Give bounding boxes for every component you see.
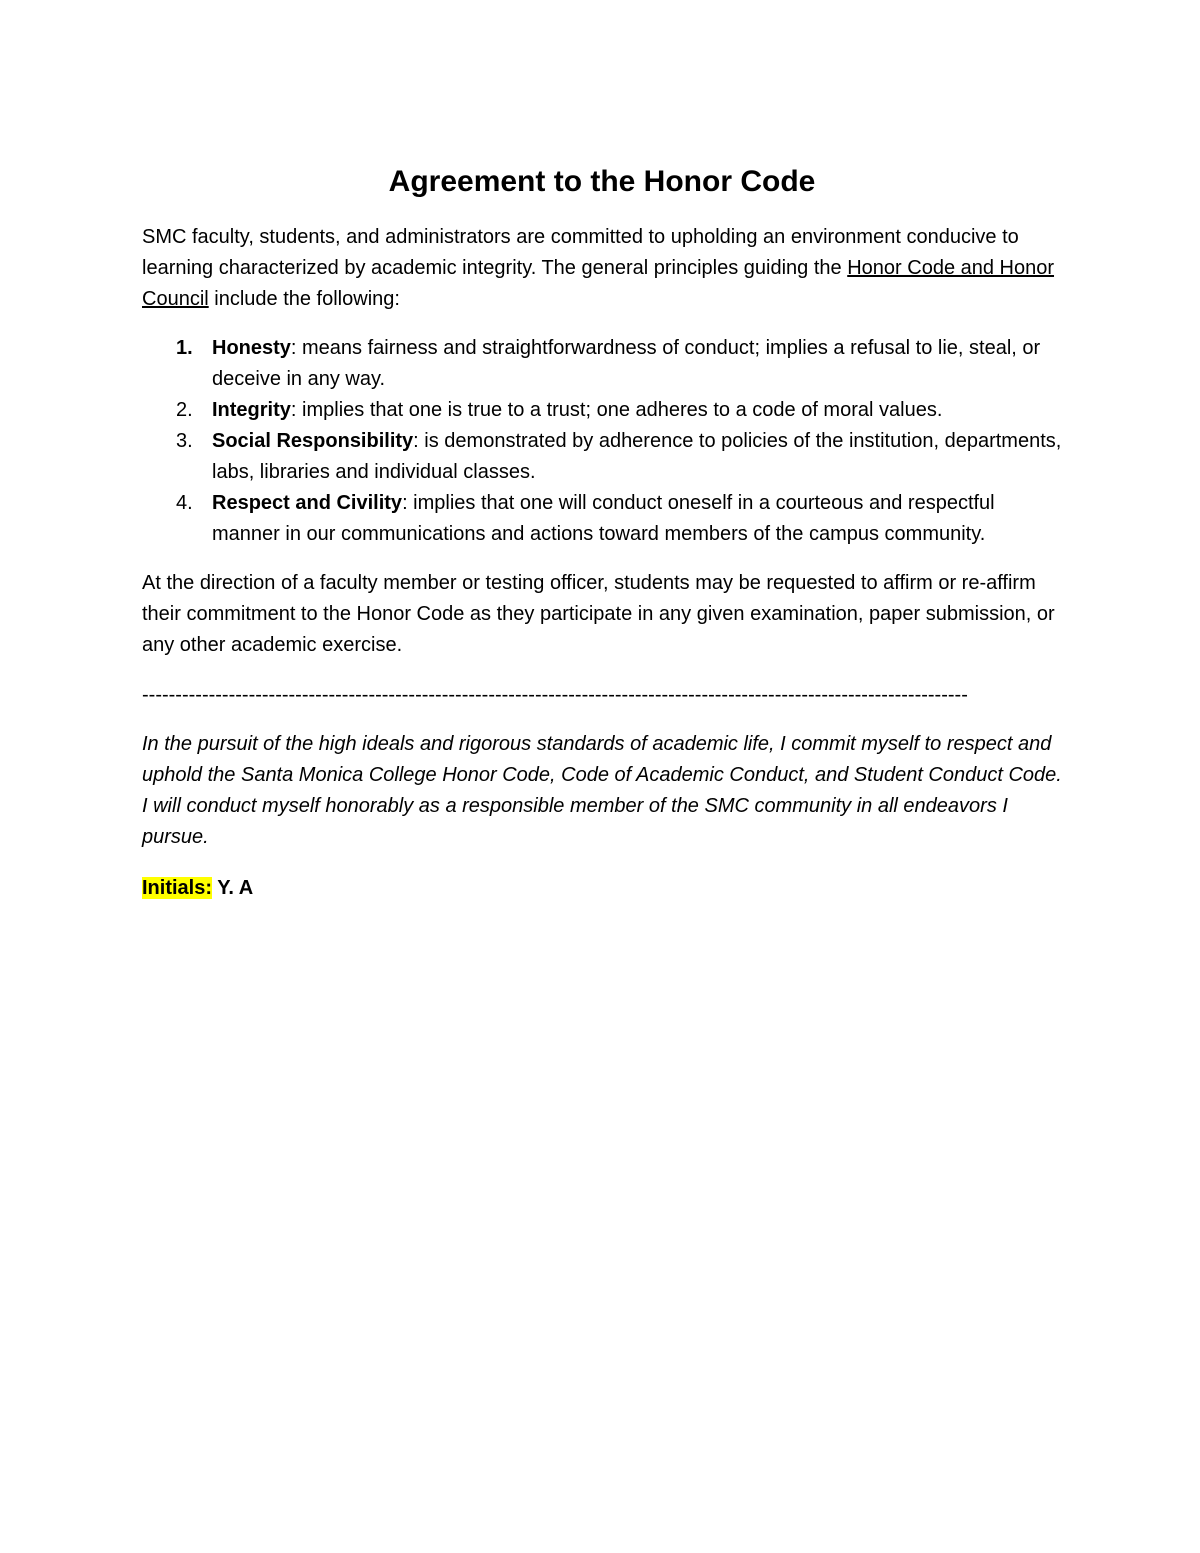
principle-item-integrity — [142, 395, 1062, 426]
document-title: Agreement to the Honor Code — [388, 165, 816, 198]
principle-item-respect-and-civility — [142, 488, 1062, 550]
principle-number: 2. — [176, 399, 193, 421]
dashed-divider: ---------------------------------------------------------------------------------------------------------------------------- — [142, 684, 968, 706]
principle-term: Honesty — [212, 337, 291, 359]
principle-item-social-responsibility — [142, 426, 1062, 488]
principle-number: 4. — [176, 492, 193, 514]
principle-term: Respect and Civility — [212, 492, 403, 514]
principle-item-honesty — [142, 333, 1062, 395]
principles-list — [142, 333, 1062, 550]
principle-description: : is demonstrated by adherence to policies of the institution, departments, labs, libraries and individual classes. — [212, 430, 1062, 483]
document-body — [142, 160, 1062, 904]
initials-label: Initials: — [142, 877, 213, 899]
initials-value: Y. A — [212, 877, 254, 899]
principle-number: 3. — [176, 430, 193, 452]
intro-text-after: include the following: — [208, 288, 400, 310]
principle-term: Social Responsibility — [212, 430, 414, 452]
initials-line — [142, 873, 1062, 904]
principle-description: : means fairness and straightforwardness of conduct; implies a refusal to lie, steal, or deceive in any way. — [212, 337, 1041, 390]
direction-paragraph: At the direction of a faculty member or testing officer, students may be requested to affirm or re-affirm their commitment to the Honor Code as they participate in any given examination, paper submission, or any other academic exercise. — [142, 572, 1055, 656]
honor-code-link-text: Honor Code and Honor Council — [142, 257, 1055, 310]
intro-text-before: SMC faculty, students, and administrators are committed to upholding an environment conducive to learning characterized by academic integrity. The general principles guiding the — [142, 226, 1019, 279]
principle-description: : implies that one will conduct oneself in a courteous and respectful manner in our communications and actions toward members of the campus community. — [212, 492, 995, 545]
principle-term: Integrity — [212, 399, 291, 421]
pledge-paragraph: In the pursuit of the high ideals and rigorous standards of academic life, I commit myself to respect and uphold the Santa Monica College Honor Code, Code of Academic Conduct, and Student Conduct Code. I will conduct myself honorably as a responsible member of the SMC community in all endeavors I pursue. — [142, 733, 1062, 848]
intro-paragraph — [142, 222, 1062, 315]
principle-number: 1. — [176, 337, 193, 359]
principle-description: : implies that one is true to a trust; one adheres to a code of moral values. — [290, 399, 943, 421]
